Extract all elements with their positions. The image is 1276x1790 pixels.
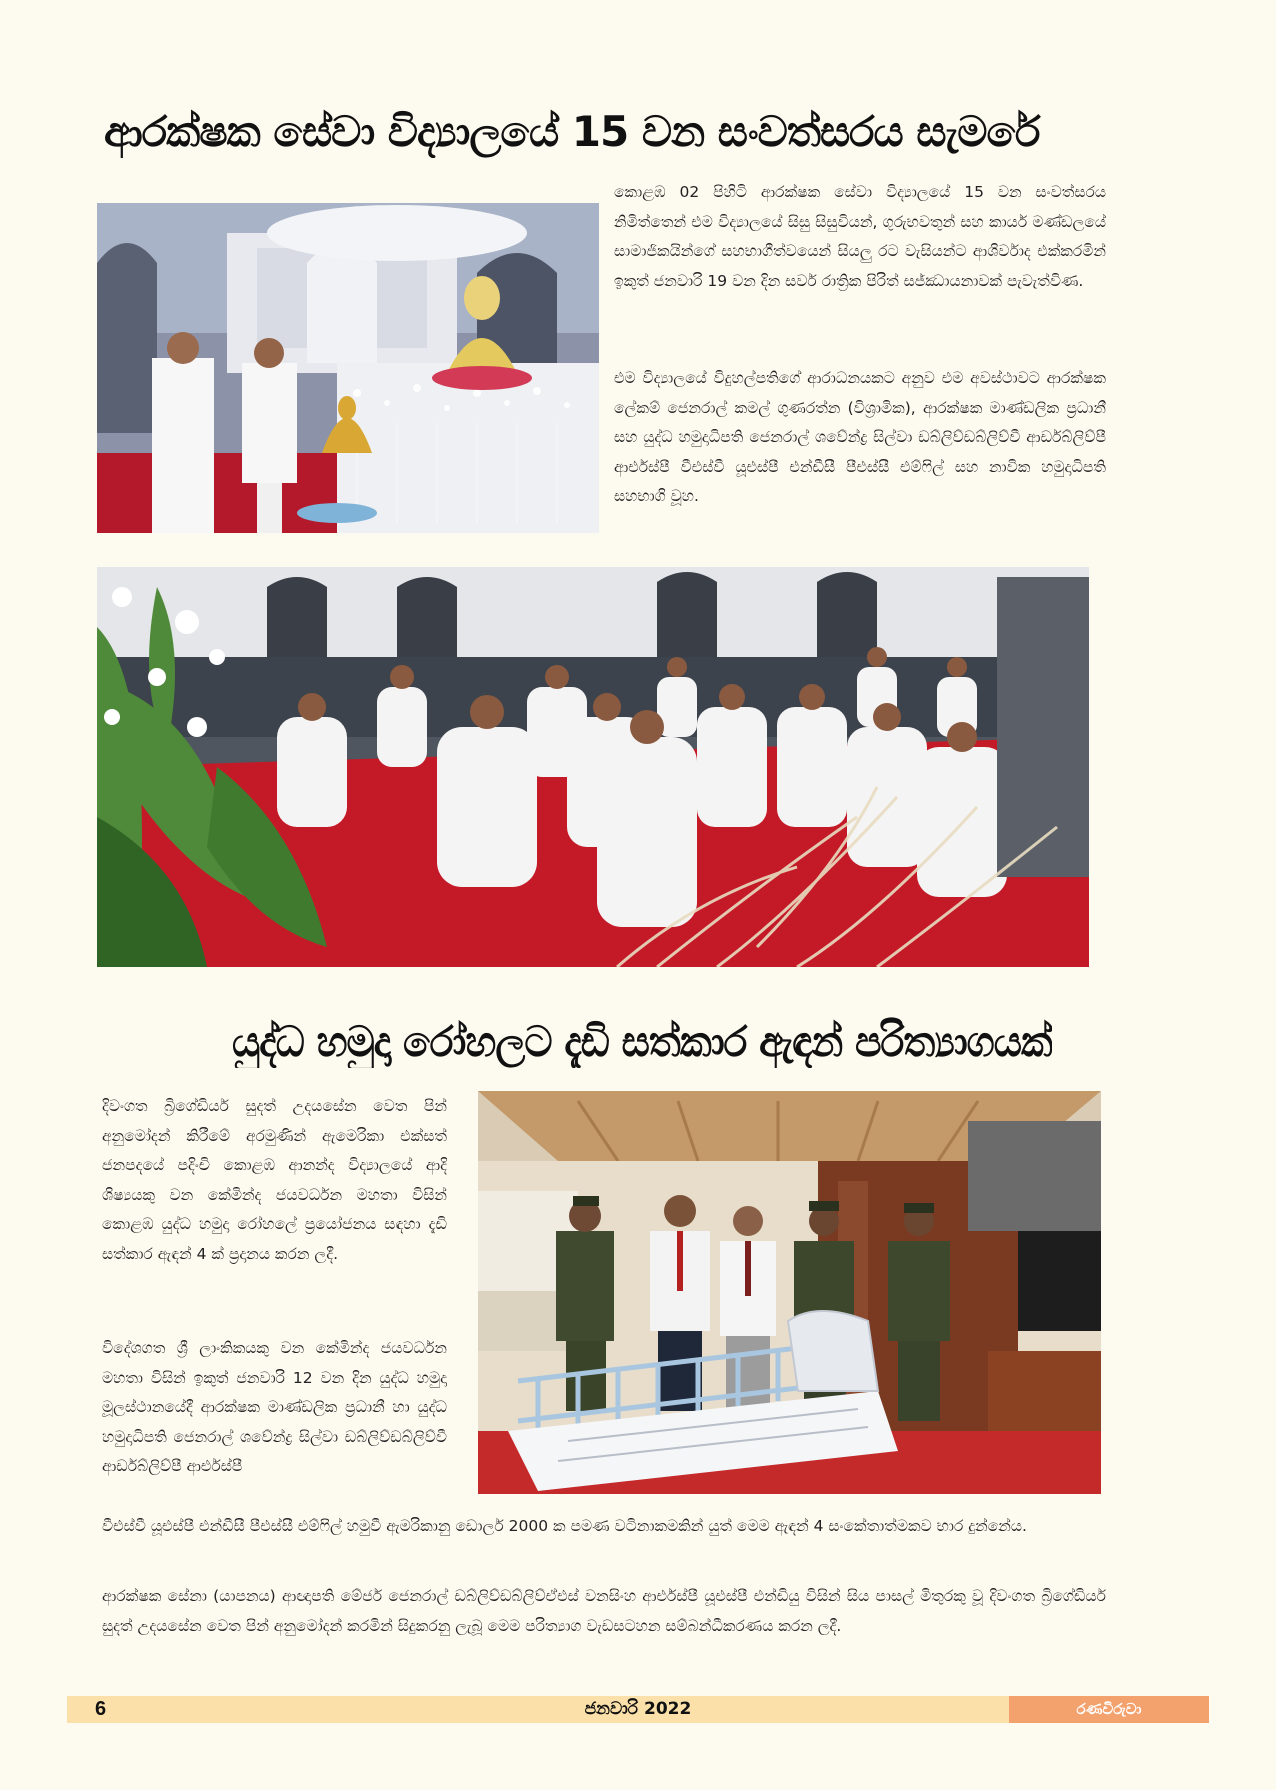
page-footer [67, 1696, 1209, 1723]
audience-photo [97, 567, 1089, 967]
article-2-paragraph-2: විදේශගත ශ්‍රී ලාංකිකයකු වන කේමින්ද ජයවර්ධන මහතා විසින් ඉකුත් ජනවාරි 12 වන දින යුද්ධ හමුදා මූලස්ථානයේදී ආරක්ෂක මාණ්ඩලික ප්‍රධානී හා යුද්ධ හමුදාධිපති ජෙනරාල් ශවේන්ද්‍ර සිල්වා ඩබ්ලිව්ඩබ්ලිව්වී ආර්ඩබ්ලිව්පී ආර්එස්පී [102, 1339, 447, 1475]
article-1-paragraph-1: කොළඹ 02 පිහිටි ආරක්ෂක සේවා විද්‍යාලයේ 15 වන සංවත්සරය නිමිත්තෙන් එම විද්‍යාලයේ සිසු සිසුවියන්, ගුරුභවතුන් සහ කාර්ය මණ්ඩලයේ සාමාජිකයින්ගේ සහභාගීත්වයෙන් සියලු රට වැසියන්ට ආශිර්වාද එක්කරමින් ඉකුත් ජනවාරි 19 වන දින සර්ව රාත්‍රික පිරිත් සජ්ඣායනාවක් පැවැත්විණ. [614, 183, 1106, 290]
article-1-paragraph-2: එම විද්‍යාලයේ විදුහල්පතිගේ ආරාධනයකට අනුව එම අවස්ථාවට ආරක්ෂක ලේකම් ජෙනරාල් කමල් ගුණරත්න (විශ්‍රාමික), ආරක්ෂක මාණ්ඩලික ප්‍රධානී සහ යුද්ධ හමුදාධිපති ජෙනරාල් ශවේන්ද්‍ර සිල්වා ඩබ්ලිව්ඩබ්ලිව්වී ආර්ඩබ්ලිව්පී ආර්එස්පී වීඑස්වී යූඑස්පී එන්ඩීසී පීඑස්සී එම්ෆිල් සහ නාවික හමුදාධිපති සහභාගි වූහ. [614, 369, 1106, 505]
hospital-beds-donation-photo [478, 1091, 1101, 1494]
article-1-headline: ආරක්ෂක සේවා විද්‍යාලයේ 15 වන සංවත්සරය සැමරේ [104, 107, 1040, 156]
page-number: 6 [95, 1698, 107, 1720]
article-2-paragraph-3: ආරක්ෂක සේනා (යාපනය) ආඥාපති මේජර් ජෙනරාල් ඩබ්ලිව්ඩබ්ලිව්ඒඑස් වනසිංහ ආර්එස්පී යූඑස්පී එන්ඩියු විසින් සිය පාසල් මිතුරකු වූ දිවංගත බ්‍රිගේඩියර් සුදත් උදයසේන වෙත පින් අනුමෝදන් කරමින් සිදුකරනු ලැබූ මෙම පරිත්‍යාග වැඩසටහන සම්බන්ධීකරණය කරන ලදී. [102, 1587, 1106, 1635]
article-2-paragraph-2-continued: වීඑස්වී යූඑස්පී එන්ඩීසී පීඑස්සී එම්ෆිල් හමුවී ඇමරිකානු ඩොලර් 2000 ක පමණ වටිනාකමකින් යුත් මෙම ඇඳන් 4 සංකේතාත්මකව භාර දුන්නේය. [102, 1517, 1027, 1535]
article-2-headline: යුද්ධ හමුදා රෝහලට දැඩි සත්කාර ඇඳන් පරිත්‍යාගයක් [232, 1017, 1052, 1066]
magazine-name: රණවිරුවා [1009, 1696, 1209, 1723]
article-2-paragraph-1: දිවංගත බ්‍රිගේඩියර් සුදත් උදයසේන වෙත පින් අනුමෝදන් කිරීමේ අරමුණින් ඇමෙරිකා එක්සත් ජනපදයේ පදිංචි කොළඹ ආනන්ද විද්‍යාලයේ ආදි ශිෂ්‍යයකු වන කේමින්ද ජයවර්ධන මහතා විසින් කොළඹ යුද්ධ හමුදා රෝහලේ ප්‍රයෝජනය සඳහා දැඩි සත්කාර ඇඳන් 4 ක් ප්‍රදානය කරන ලදී. [102, 1097, 447, 1263]
pirith-ceremony-photo [97, 203, 599, 533]
issue-date: ජනවාරි 2022 [584, 1699, 692, 1719]
